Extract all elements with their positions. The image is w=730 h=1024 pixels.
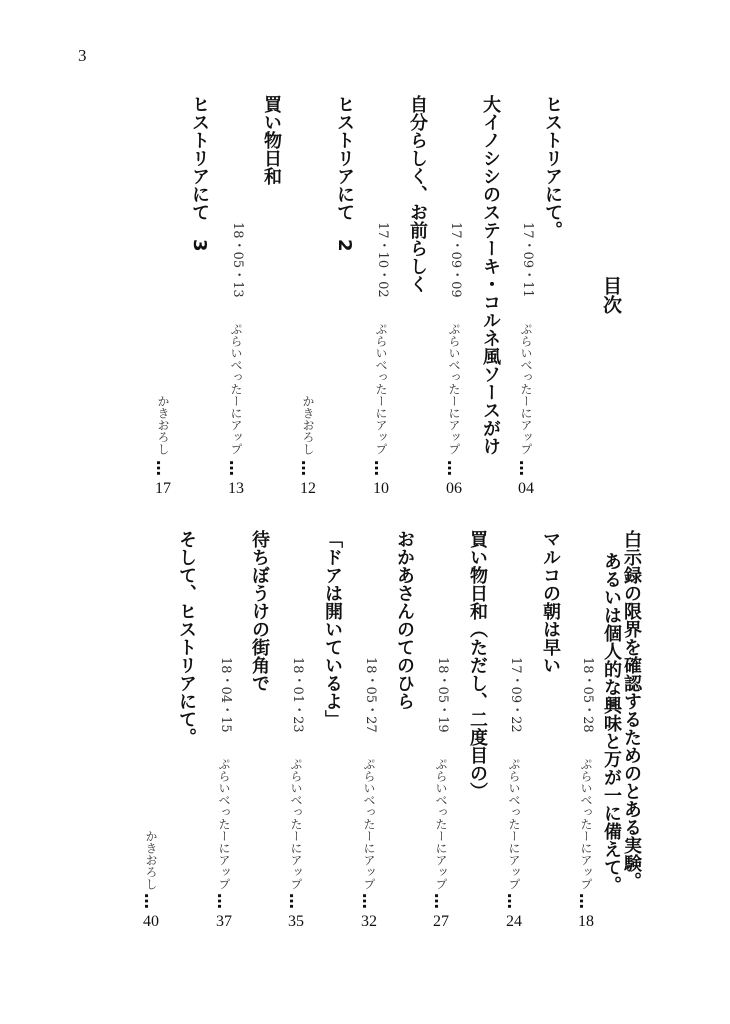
toc-entry-date: 18・05・13 xyxy=(230,222,245,298)
toc-entry-title-line: 大イノシシのステーキ・コルネ風ソースがけ xyxy=(480,95,501,455)
toc-entry-ellipsis: … xyxy=(444,460,463,476)
toc-entry-title-line: そして、ヒストリアにて。 xyxy=(176,530,197,746)
toc-entry-source: ぷらいべったーにアップ xyxy=(362,758,376,890)
toc-entry-source: ぷらいべったーにアップ xyxy=(579,758,593,890)
toc-entry-title xyxy=(540,530,560,674)
toc-entry-page-number[interactable]: 37 xyxy=(216,913,232,930)
toc-entry-page-number[interactable]: 18 xyxy=(578,913,594,930)
toc-entry-ellipsis: … xyxy=(371,460,390,476)
toc-entry-ellipsis: … xyxy=(504,893,523,909)
toc-entry-ellipsis: … xyxy=(431,893,450,909)
toc-entry-title xyxy=(542,95,562,239)
toc-entry-page-number[interactable]: 35 xyxy=(288,913,304,930)
toc-entry-ellipsis: … xyxy=(141,893,160,909)
toc-entry-date: 18・04・15 xyxy=(218,657,233,733)
toc-entry-date: 17・09・09 xyxy=(448,222,463,298)
page-number: 3 xyxy=(78,46,87,65)
toc-entry-title-line: 「ドアは開いているよ」 xyxy=(322,530,343,728)
toc-entry-title xyxy=(394,530,414,710)
toc-entry-title-line: 買い物日和 xyxy=(261,95,282,185)
toc-entry-ellipsis: … xyxy=(359,893,378,909)
toc-entry-date: 17・10・02 xyxy=(375,222,390,298)
toc-entry-source: ぷらいべったーにアップ xyxy=(217,758,231,890)
toc-entry-source: ぷらいべったーにアップ xyxy=(519,323,533,455)
toc-entry-date: 17・09・22 xyxy=(508,657,523,733)
toc-entry-title xyxy=(176,530,196,746)
toc-entry-page-number[interactable]: 12 xyxy=(300,480,316,497)
toc-entry-title-line: ヒストリアにて。 xyxy=(542,95,563,239)
toc-entry-source: かきおろし xyxy=(156,395,170,455)
toc-entry-page-number[interactable]: 04 xyxy=(518,480,534,497)
toc-entry-title-line: 自分らしく、お前らしく xyxy=(407,95,428,293)
toc-entry-date: 18・01・23 xyxy=(290,657,305,733)
toc-entry-ellipsis: … xyxy=(226,460,245,476)
toc-entry-date: 17・09・11 xyxy=(520,222,535,298)
toc-entry-title xyxy=(322,530,342,728)
toc-entry-page-number[interactable]: 17 xyxy=(155,480,171,497)
toc-entry-title xyxy=(249,530,269,692)
toc-entry-date: 18・05・27 xyxy=(363,657,378,733)
toc-entry-title-line: マルコの朝は早い xyxy=(540,530,561,674)
toc-entry-source: ぷらいべったーにアップ xyxy=(289,758,303,890)
toc-entry-title xyxy=(334,95,354,252)
toc-entry-page-number[interactable]: 32 xyxy=(361,913,377,930)
toc-entry-page-number[interactable]: 40 xyxy=(143,913,159,930)
toc-entry-source: ぷらいべったーにアップ xyxy=(507,758,521,890)
toc-entry-page-number[interactable]: 24 xyxy=(506,913,522,930)
toc-entry-ellipsis: … xyxy=(516,460,535,476)
toc-entry-title-line: 買い物日和（ただし、二度目の） xyxy=(467,530,488,800)
toc-entry-page-number[interactable]: 13 xyxy=(228,480,244,497)
toc-entry-ellipsis: … xyxy=(576,893,595,909)
toc-entry-ellipsis: … xyxy=(214,893,233,909)
toc-entry-source: かきおろし xyxy=(301,395,315,455)
toc-entry-title-line: ヒストリアにて 3 xyxy=(189,95,210,252)
toc-entry-page-number[interactable]: 10 xyxy=(373,480,389,497)
toc-entry-source: ぷらいべったーにアップ xyxy=(434,758,448,890)
toc-entry-page-number[interactable]: 27 xyxy=(433,913,449,930)
toc-entry-source: ぷらいべったーにアップ xyxy=(229,323,243,455)
toc-entry-title-line: ヒストリアにて 2 xyxy=(334,95,355,252)
toc-entry-title xyxy=(189,95,209,252)
toc-entry-ellipsis: … xyxy=(286,893,305,909)
toc-entry-date: 18・05・19 xyxy=(435,657,450,733)
toc-entry-title-line: 待ちぼうけの街角で xyxy=(249,530,270,692)
toc-entry-page-number[interactable]: 06 xyxy=(446,480,462,497)
toc-entry-ellipsis: … xyxy=(298,460,317,476)
toc-entry-title xyxy=(261,95,281,185)
toc-entry-date: 18・05・28 xyxy=(580,657,595,733)
toc-entry-source: ぷらいべったーにアップ xyxy=(374,323,388,455)
toc-entry-title xyxy=(467,530,487,800)
toc-entry-title-line: あるいは個人的な興味と万が一に備えて。 xyxy=(601,552,622,894)
toc-entry-title xyxy=(407,95,427,293)
toc-entry-title-line: 白示録の限界を確認するためのとある実験。 xyxy=(621,530,642,890)
toc-entry-title xyxy=(601,530,641,894)
toc-entry-title-line: おかあさんのてのひら xyxy=(394,530,415,710)
toc-heading: 目次 xyxy=(600,276,622,314)
toc-entry-ellipsis: … xyxy=(153,460,172,476)
toc-entry-source: かきおろし xyxy=(144,830,158,890)
toc-entry-source: ぷらいべったーにアップ xyxy=(447,323,461,455)
toc-entry-title xyxy=(480,95,500,455)
